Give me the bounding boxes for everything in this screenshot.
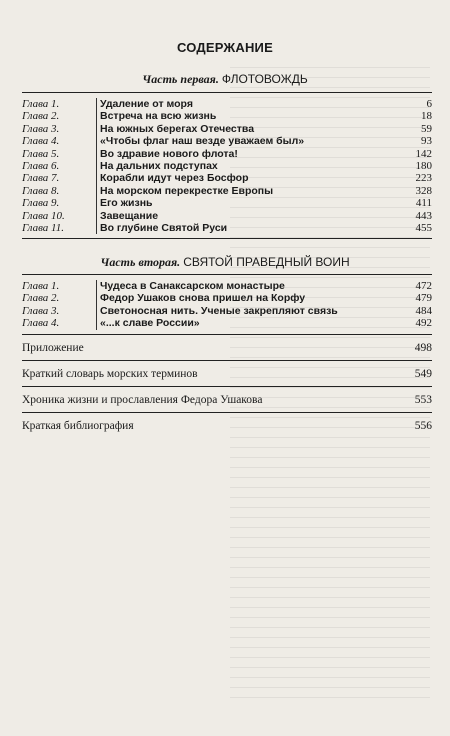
chapter-page: 18 [421, 110, 432, 123]
chapter-label: Глава 10. [22, 209, 65, 222]
chapter-name: Федор Ушаков снова пришел на Корфу [96, 292, 402, 304]
chapter-row [22, 98, 432, 110]
chapter-name: Завещание [96, 210, 402, 222]
chapter-page: 411 [415, 197, 432, 210]
chapter-name: Во здравие нового флота! [96, 148, 402, 160]
chapter-name: На морском перекрестке Европы [96, 185, 402, 197]
divider [22, 92, 432, 93]
divider [22, 386, 432, 387]
section-page: 549 [414, 368, 432, 380]
chapter-row [22, 305, 432, 317]
section-row-chronicle [22, 390, 432, 410]
section-row-glossary [22, 364, 432, 384]
chapter-label: Глава 8. [22, 184, 60, 197]
chapter-page: 479 [415, 292, 432, 305]
section-row-appendix [22, 338, 432, 358]
chapter-label: Глава 3. [22, 304, 60, 317]
chapter-row [22, 172, 432, 184]
chapter-page: 472 [415, 280, 432, 292]
divider [22, 412, 432, 413]
chapter-row [22, 185, 432, 197]
chapter-label: Глава 9. [22, 197, 60, 210]
section-name: Краткая библиография [22, 420, 134, 432]
chapter-label: Глава 4. [22, 135, 60, 148]
chapter-name: На южных берегах Отечества [96, 123, 402, 135]
chapter-row [22, 292, 432, 304]
chapter-name: На дальних подступах [96, 160, 402, 172]
part-two-title: СВЯТОЙ ПРАВЕДНЫЙ ВОИН [183, 255, 350, 269]
chapter-page: 59 [421, 122, 432, 135]
part-one-chapter-list [22, 98, 432, 234]
chapter-page: 142 [415, 147, 432, 160]
chapter-label: Глава 2. [22, 110, 60, 123]
chapter-row [22, 280, 432, 292]
chapter-page: 484 [415, 304, 432, 317]
part-two-chapter-list [22, 280, 432, 330]
chapter-page: 455 [415, 221, 432, 234]
chapter-page: 6 [426, 98, 432, 110]
chapter-row [22, 210, 432, 222]
chapter-label: Глава 1. [22, 280, 60, 292]
chapter-row [22, 135, 432, 147]
divider [22, 274, 432, 275]
chapter-label: Глава 7. [22, 172, 60, 185]
chapter-page: 180 [415, 159, 432, 172]
part-two-heading [0, 255, 450, 270]
section-row-bibliography [22, 416, 432, 436]
part-one-title: ФЛОТОВОЖДЬ [221, 72, 308, 86]
chapter-row [22, 148, 432, 160]
page-title: СОДЕРЖАНИЕ [177, 40, 273, 55]
chapter-label: Глава 6. [22, 159, 60, 172]
chapter-page: 93 [421, 135, 432, 148]
chapter-name: Его жизнь [96, 197, 402, 209]
section-name: Приложение [22, 342, 84, 354]
chapter-name: «Чтобы флаг наш везде уважаем был» [96, 135, 402, 147]
chapter-label: Глава 4. [22, 317, 60, 330]
chapter-label: Глава 2. [22, 292, 60, 305]
chapter-name: «...к славе России» [96, 317, 402, 329]
chapter-row [22, 317, 432, 329]
divider [22, 360, 432, 361]
chapter-row [22, 110, 432, 122]
chapter-row [22, 123, 432, 135]
part-one-label: Часть первая. [142, 72, 219, 86]
chapter-page: 492 [415, 317, 432, 330]
chapter-row [22, 197, 432, 209]
section-page: 553 [414, 394, 432, 406]
chapter-label: Глава 1. [22, 98, 60, 110]
chapter-row [22, 222, 432, 234]
section-page: 556 [414, 420, 432, 432]
chapter-label: Глава 3. [22, 122, 60, 135]
chapter-name: Светоносная нить. Ученые закрепляют связь [96, 305, 402, 317]
chapter-name: Удаление от моря [96, 98, 402, 110]
chapter-page: 328 [415, 184, 432, 197]
chapter-label: Глава 5. [22, 147, 60, 160]
divider [22, 238, 432, 239]
chapter-label: Глава 11. [22, 221, 64, 234]
chapter-page: 443 [415, 209, 432, 222]
part-one-heading [0, 72, 450, 87]
chapter-row [22, 160, 432, 172]
chapter-name: Чудеса в Санаксарском монастыре [96, 280, 402, 292]
section-page: 498 [414, 342, 432, 354]
chapter-name: Встреча на всю жизнь [96, 110, 402, 122]
section-name: Хроника жизни и прославления Федора Ушакова [22, 394, 263, 406]
section-name: Краткий словарь морских терминов [22, 368, 198, 380]
part-two-label: Часть вторая. [100, 255, 181, 269]
chapter-page: 223 [415, 172, 432, 185]
chapter-name: Корабли идут через Босфор [96, 172, 402, 184]
chapter-name: Во глубине Святой Руси [96, 222, 402, 234]
divider [22, 334, 432, 335]
